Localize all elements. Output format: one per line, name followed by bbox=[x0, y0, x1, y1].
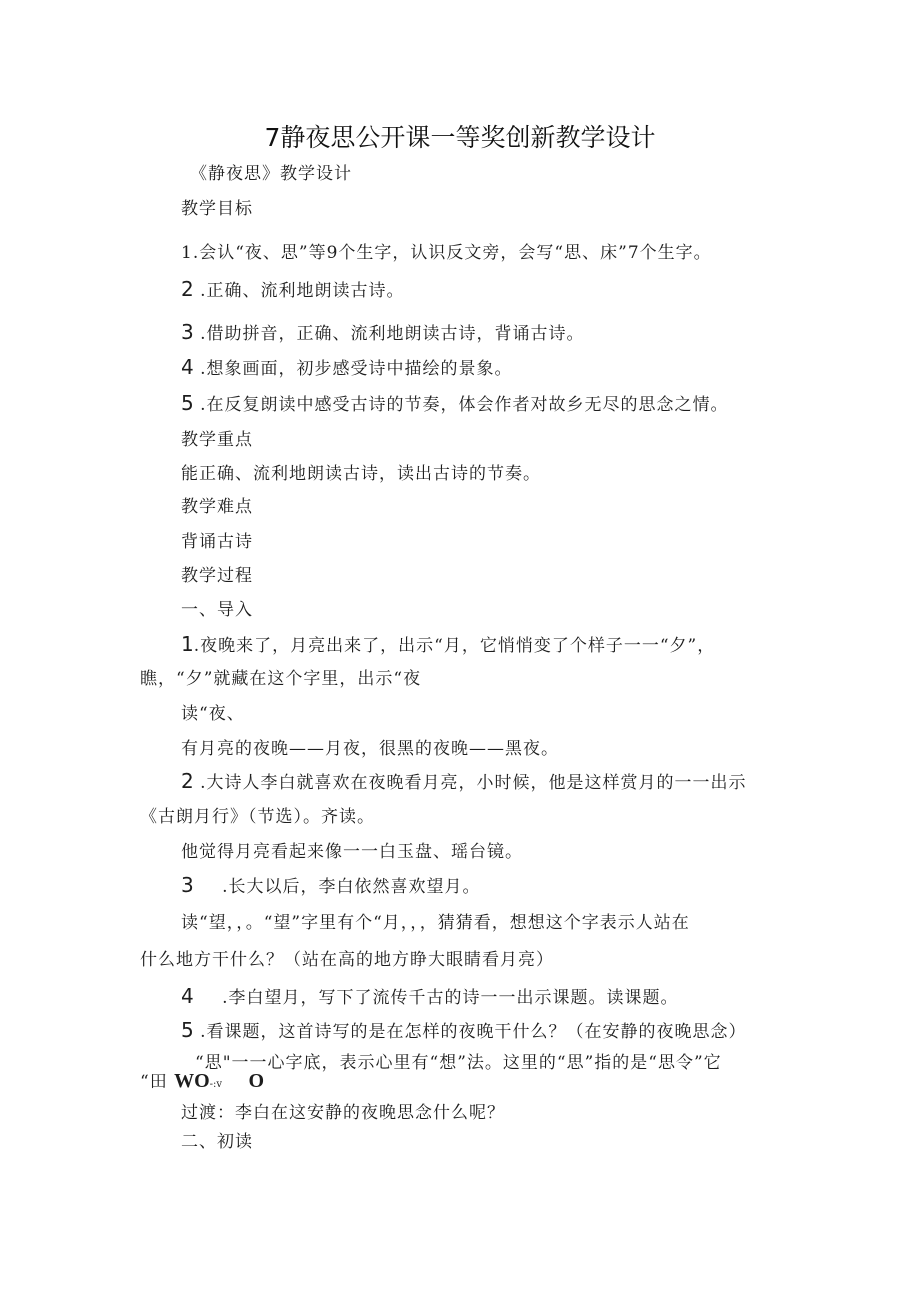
heading-goals: 教学目标 bbox=[181, 199, 253, 219]
goal-3-text: .借助拼音，正确、流利地朗读古诗，背诵古诗。 bbox=[200, 324, 585, 344]
goal-5-number: 5 bbox=[181, 391, 194, 415]
paragraph-5-line-3 bbox=[140, 1070, 264, 1096]
goal-2-number: 2 bbox=[181, 277, 194, 301]
transition-text: 过渡：李白在这安静的夜晚思念什么呢？ bbox=[181, 1103, 505, 1123]
heading-difficulties: 教学难点 bbox=[181, 497, 253, 517]
document-title: 7静夜思公开课一等奖创新教学设计 bbox=[264, 123, 656, 152]
difficulties-text: 背诵古诗 bbox=[181, 532, 253, 552]
paragraph-4-line-1 bbox=[181, 985, 679, 1009]
paragraph-1-number: 1 bbox=[181, 632, 194, 656]
section-2-heading: 二、初读 bbox=[181, 1132, 253, 1152]
paragraph-4-number: 4 bbox=[181, 984, 194, 1008]
garbled-text-b: WO bbox=[174, 1070, 210, 1092]
heading-key-points: 教学重点 bbox=[181, 430, 253, 450]
goal-5-text: .在反复朗读中感受古诗的节奏，体会作者对故乡无尽的思念之情。 bbox=[200, 395, 729, 415]
paragraph-3-text: .长大以后，李白依然喜欢望月。 bbox=[222, 877, 481, 897]
heading-process: 教学过程 bbox=[181, 566, 253, 586]
paragraph-2-line-2: 《古朗月行》（节选）。齐读。 bbox=[140, 807, 375, 827]
paragraph-3-number: 3 bbox=[181, 873, 194, 897]
garbled-text-a: “田 bbox=[140, 1072, 168, 1092]
paragraph-2-number: 2 bbox=[181, 769, 194, 793]
paragraph-5-line-2: “思"一一心字底，表示心里有“想”法。这里的“思”指的是“思令”它 bbox=[195, 1053, 722, 1073]
goal-4-text: .想象画面，初步感受诗中描绘的景象。 bbox=[200, 359, 513, 379]
goal-5 bbox=[181, 392, 729, 416]
paragraph-2-line-3: 他觉得月亮看起来像一一白玉盘、瑶台镜。 bbox=[181, 842, 523, 862]
key-points-text: 能正确、流利地朗读古诗，读出古诗的节奏。 bbox=[181, 464, 541, 484]
garbled-text-d: O bbox=[248, 1070, 265, 1092]
goal-3 bbox=[181, 321, 585, 345]
section-1-heading: 一、导入 bbox=[181, 600, 253, 620]
goal-2 bbox=[181, 278, 405, 302]
paragraph-1-line-1 bbox=[181, 633, 715, 657]
goal-4-number: 4 bbox=[181, 355, 194, 379]
paragraph-1-line-4: 有月亮的夜晚——月夜，很黑的夜晚——黑夜。 bbox=[181, 739, 559, 759]
paragraph-3-line-3: 什么地方干什么？（站在高的地方睁大眼睛看月亮） bbox=[140, 950, 554, 970]
paragraph-5-line-1 bbox=[181, 1019, 747, 1043]
goal-3-number: 3 bbox=[181, 320, 194, 344]
paragraph-2-text: .大诗人李白就喜欢在夜晚看月亮，小时候，他是这样赏月的一一出示 bbox=[200, 773, 747, 793]
goal-1-number: 1. bbox=[181, 243, 200, 263]
paragraph-5-number: 5 bbox=[181, 1018, 194, 1042]
paragraph-2-line-1 bbox=[181, 770, 747, 794]
goal-2-text: .正确、流利地朗读古诗。 bbox=[200, 281, 405, 301]
paragraph-1-text: .夜晚来了，月亮出来了，出示“月，它悄悄变了个样子一一“夕”， bbox=[193, 636, 716, 656]
paragraph-1-line-3: 读“夜、 bbox=[181, 704, 245, 724]
garbled-text-c: -:v bbox=[209, 1079, 223, 1090]
goal-4 bbox=[181, 356, 513, 380]
subtitle: 《静夜思》教学设计 bbox=[190, 164, 352, 184]
paragraph-5-text: .看课题，这首诗写的是在怎样的夜晚干什么？（在安静的夜晚思念） bbox=[200, 1022, 747, 1042]
paragraph-4-text: .李白望月，写下了流传千古的诗一一出示课题。读课题。 bbox=[222, 988, 679, 1008]
goal-1-text: 会认“夜、思”等9个生字，认识反文旁，会写“思、床”7个生字。 bbox=[199, 243, 712, 263]
paragraph-1-line-2: 瞧，“夕”就藏在这个字里，出示“夜 bbox=[140, 669, 422, 689]
goal-1 bbox=[181, 242, 712, 264]
paragraph-3-line-1 bbox=[181, 874, 481, 898]
paragraph-3-line-2: 读“望，，。“望”字里有个“月，，，猜猜看，想想这个字表示人站在 bbox=[181, 913, 690, 933]
